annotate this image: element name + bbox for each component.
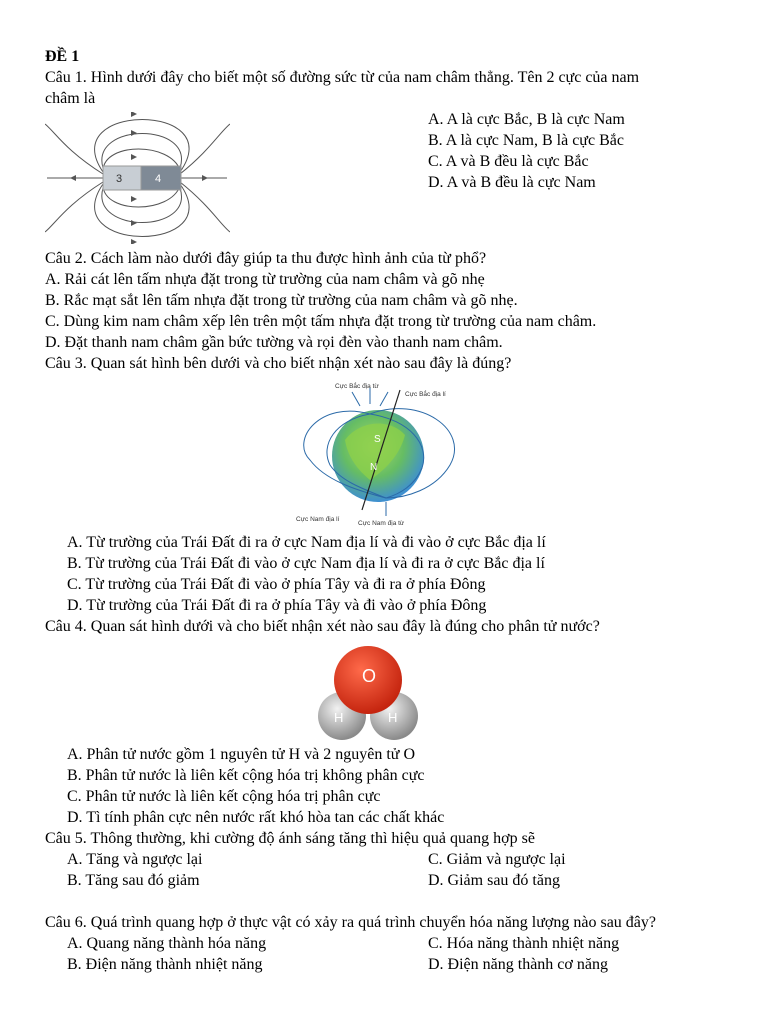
q3-option-a: A. Từ trường của Trái Đất đi ra ở cực Nam địa lí và đi vào ở cực Bắc địa lí	[67, 534, 546, 551]
magnet-label-left: 3	[116, 173, 123, 185]
q5-option-a: A. Tăng và ngược lại	[67, 851, 203, 868]
q4-option-c: C. Phân tử nước là liên kết cộng hóa trị phân cực	[67, 788, 381, 805]
q4-option-a: A. Phân tử nước gồm 1 nguyên tử H và 2 nguyên tử O	[67, 746, 415, 763]
label-geographic-south: Cực Nam địa lí	[296, 516, 340, 523]
q1-stem-line1: Câu 1. Hình dưới đây cho biết một số đường sức từ của nam châm thẳng. Tên 2 cực của nam	[45, 69, 640, 86]
bar-magnet-figure	[45, 112, 230, 244]
q2-option-b: B. Rắc mạt sắt lên tấm nhựa đặt trong từ trường của nam châm và gõ nhẹ.	[45, 292, 518, 309]
q2-option-d: D. Đặt thanh nam châm gần bức tường và rọi đèn vào thanh nam châm.	[45, 334, 503, 351]
q5-option-b: B. Tăng sau đó giảm	[67, 872, 200, 889]
q5-option-d: D. Giảm sau đó tăng	[428, 872, 560, 889]
q6-stem: Câu 6. Quá trình quang hợp ở thực vật có xảy ra quá trình chuyển hóa năng lượng nào sau đây?	[45, 914, 657, 931]
earth-label-s: S	[374, 434, 381, 445]
q2-option-c: C. Dùng kim nam châm xếp lên trên một tấm nhựa đặt trong từ trường của nam châm.	[45, 313, 597, 330]
earth-magnetic-field-figure	[290, 380, 470, 530]
q2-stem: Câu 2. Cách làm nào dưới đây giúp ta thu được hình ảnh của từ phổ?	[45, 250, 487, 267]
water-molecule-figure	[312, 640, 424, 752]
atom-h-left-label: H	[334, 710, 344, 725]
label-geomagnetic-south: Cực Nam địa từ	[358, 520, 405, 527]
earth-label-n: N	[370, 462, 378, 473]
label-geographic-north: Cực Bắc địa lí	[405, 391, 446, 398]
q6-option-c: C. Hóa năng thành nhiệt năng	[428, 935, 620, 952]
q4-stem: Câu 4. Quan sát hình dưới và cho biết nhận xét nào sau đây là đúng cho phân tử nước?	[45, 618, 600, 635]
q3-stem: Câu 3. Quan sát hình bên dưới và cho biết nhận xét nào sau đây là đúng?	[45, 355, 512, 372]
q1-option-a: A. A là cực Bắc, B là cực Nam	[428, 111, 625, 128]
label-geomagnetic-north: Cực Bắc địa từ	[335, 383, 379, 390]
atom-h-right-label: H	[388, 710, 398, 725]
page-title: ĐỀ 1	[45, 48, 80, 65]
q1-option-c: C. A và B đều là cực Bắc	[428, 153, 589, 170]
atom-o-label: O	[362, 666, 377, 686]
q3-option-b: B. Từ trường của Trái Đất đi vào ở cực Nam địa lí và đi ra ở cực Bắc địa lí	[67, 555, 545, 572]
q6-option-d: D. Điện năng thành cơ năng	[428, 956, 608, 973]
q3-option-d: D. Từ trường của Trái Đất đi ra ở phía Tây và đi vào ở phía Đông	[67, 597, 487, 614]
q1-option-b: B. A là cực Nam, B là cực Bắc	[428, 132, 624, 149]
q1-stem-line2: châm là	[45, 90, 96, 107]
q6-option-a: A. Quang năng thành hóa năng	[67, 935, 267, 952]
q3-option-c: C. Từ trường của Trái Đất đi vào ở phía Tây và đi ra ở phía Đông	[67, 576, 486, 593]
q4-option-b: B. Phân tử nước là liên kết cộng hóa trị không phân cực	[67, 767, 425, 784]
q2-option-a: A. Rải cát lên tấm nhựa đặt trong từ trường của nam châm và gõ nhẹ	[45, 271, 485, 288]
q5-stem: Câu 5. Thông thường, khi cường độ ánh sáng tăng thì hiệu quả quang hợp sẽ	[45, 830, 535, 847]
q1-option-d: D. A và B đều là cực Nam	[428, 174, 596, 191]
q6-option-b: B. Điện năng thành nhiệt năng	[67, 956, 263, 973]
q5-option-c: C. Giảm và ngược lại	[428, 851, 566, 868]
magnet-label-right: 4	[155, 173, 162, 185]
q4-option-d: D. Tì tính phân cực nên nước rất khó hòa tan các chất khác	[67, 809, 445, 826]
